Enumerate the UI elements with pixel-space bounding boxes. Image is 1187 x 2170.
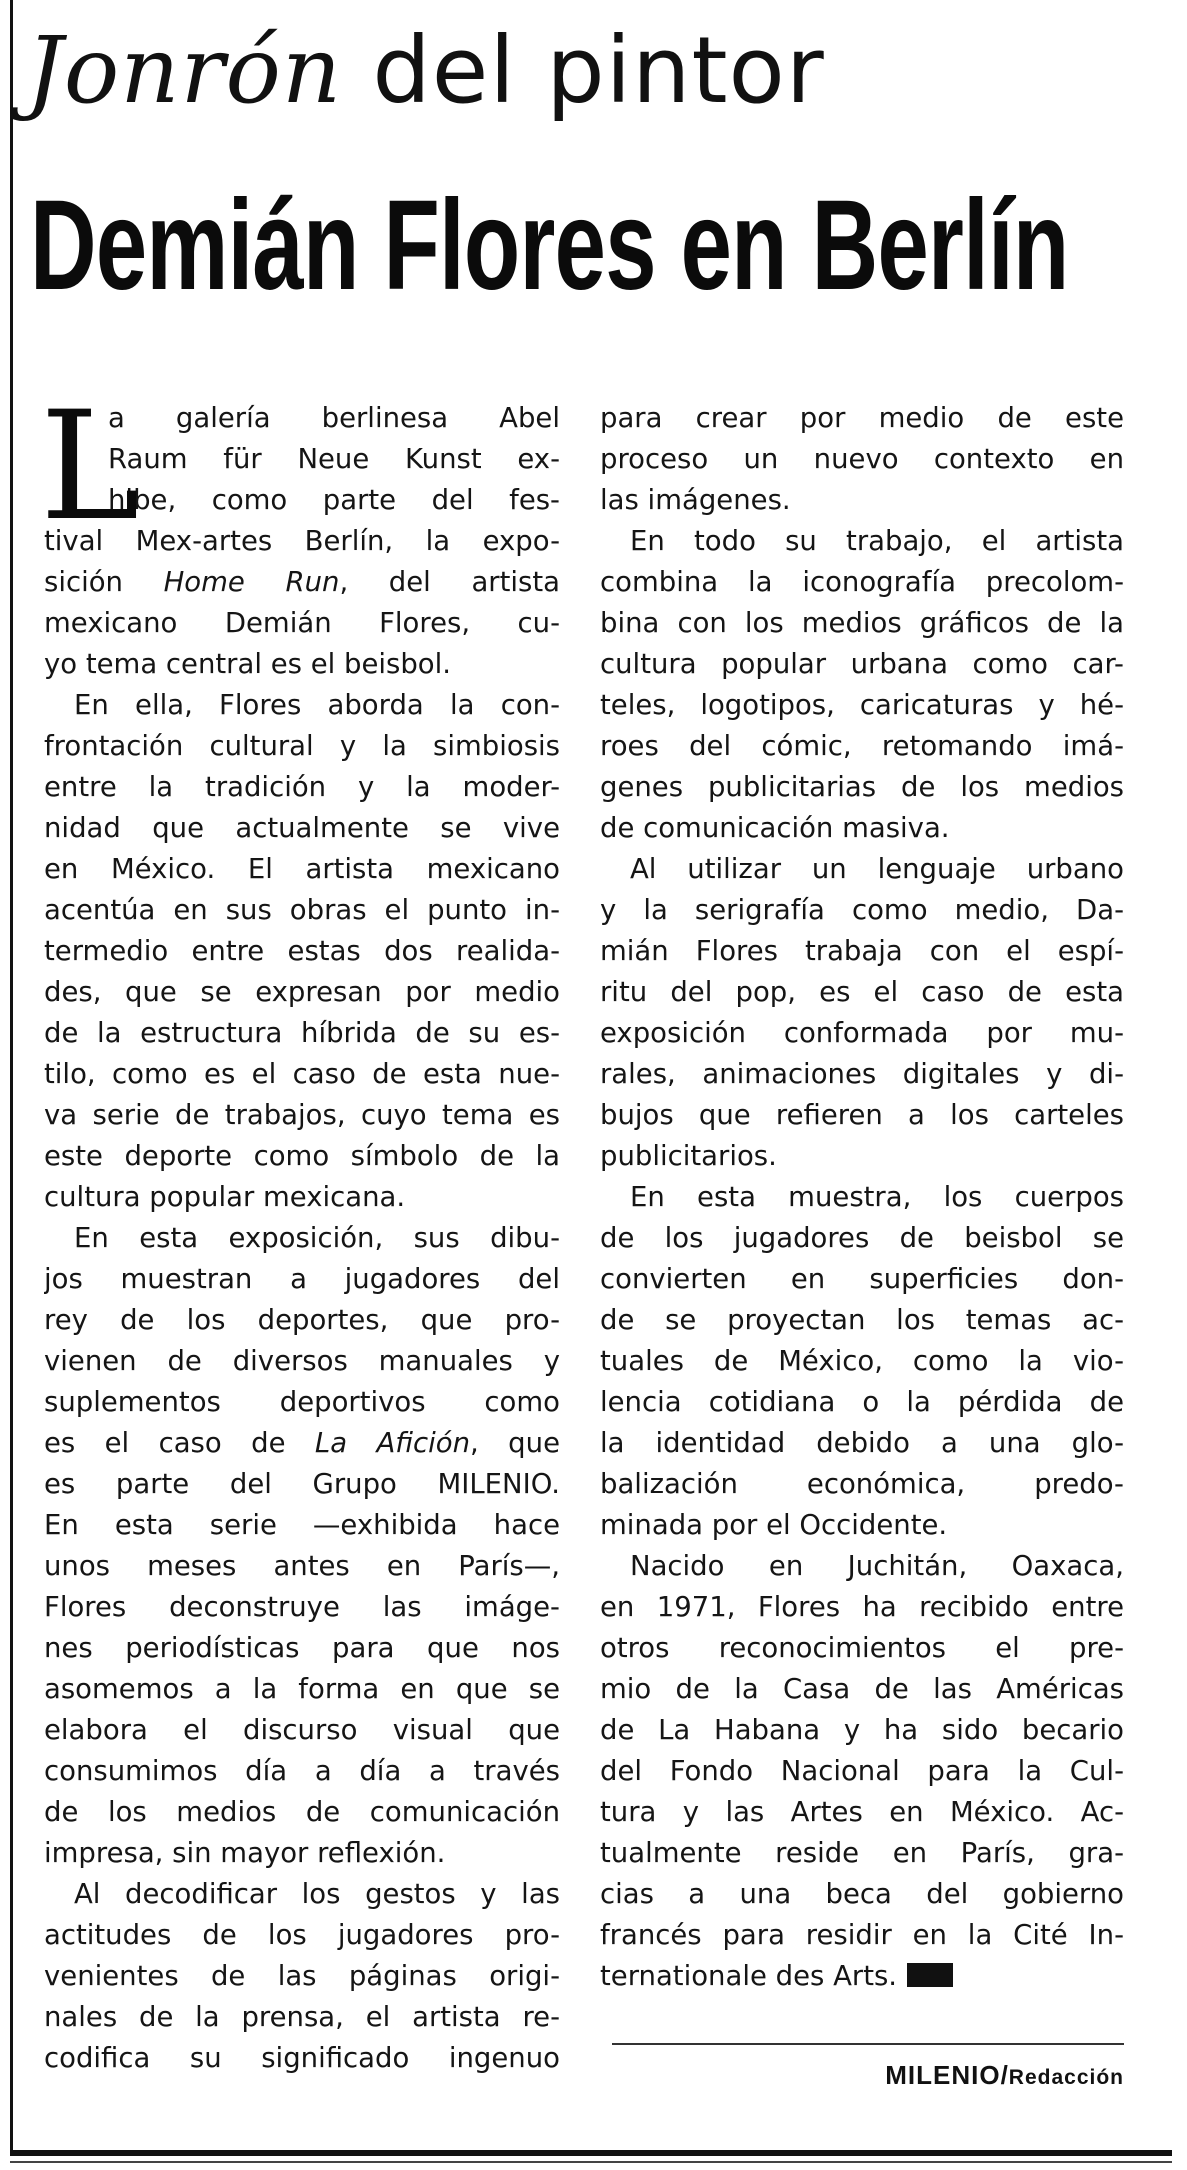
text-line — [600, 1300, 1124, 1341]
text-run: Flores deconstruye las imáge- — [44, 1591, 560, 1623]
kicker-italic: Jonrón — [26, 17, 343, 124]
text-run: En esta exposición, sus dibu- — [74, 1222, 560, 1254]
article-column-left — [40, 380, 560, 2079]
text-run: tura y las Artes en México. Ac- — [600, 1796, 1124, 1828]
text-run: rales, animaciones digitales y di- — [600, 1058, 1124, 1090]
text-run: ternationale des Arts. — [600, 1960, 898, 1992]
text-run: , que — [470, 1427, 560, 1459]
text-line — [600, 1054, 1124, 1095]
main-headline: Demián Flores en Berlín — [30, 174, 1069, 317]
text-run: proceso un nuevo contexto en — [600, 443, 1124, 475]
text-run: a galería berlinesa Abel — [108, 402, 560, 434]
text-run: francés para residir en la Cité In- — [600, 1919, 1124, 1951]
text-run: tival Mex-artes Berlín, la expo- — [44, 525, 560, 557]
text-run: combina la iconografía precolom- — [600, 566, 1124, 598]
text-run: lencia cotidiana o la pérdida de — [600, 1386, 1124, 1418]
text-run: teles, logotipos, caricaturas y hé- — [600, 689, 1124, 721]
text-line — [44, 1669, 560, 1710]
text-line — [44, 1751, 560, 1792]
text-line — [600, 1587, 1124, 1628]
drop-cap: L — [40, 380, 140, 554]
text-line — [44, 1710, 560, 1751]
text-run: en 1971, Flores ha recibido entre — [600, 1591, 1124, 1623]
text-run: codifica su significado ingenuo — [44, 2042, 560, 2074]
text-run: es parte del Grupo MILENIO. — [44, 1468, 560, 1500]
text-line — [600, 1136, 1124, 1177]
text-line — [44, 1505, 560, 1546]
text-line — [600, 1341, 1124, 1382]
text-run: mián Flores trabaja con el espí- — [600, 935, 1124, 967]
text-run: otros reconocimientos el pre- — [600, 1632, 1124, 1664]
text-run: unos meses antes en París—, — [44, 1550, 560, 1582]
text-run: mexicano Demián Flores, cu- — [44, 607, 560, 639]
text-run: las imágenes. — [600, 484, 791, 516]
text-line — [600, 1259, 1124, 1300]
text-line — [44, 1095, 560, 1136]
text-line — [44, 1259, 560, 1300]
text-run: de La Habana y ha sido becario — [600, 1714, 1124, 1746]
text-run: Al decodificar los gestos y las — [74, 1878, 560, 1910]
text-run: frontación cultural y la simbiosis — [44, 730, 560, 762]
text-run: Al utilizar un lenguaje urbano — [630, 853, 1124, 885]
text-line — [600, 1382, 1124, 1423]
text-line — [44, 1628, 560, 1669]
text-run: tilo, como es el caso de esta nue- — [44, 1058, 560, 1090]
text-run: de comunicación masiva. — [600, 812, 950, 844]
text-run: de los jugadores de beisbol se — [600, 1222, 1124, 1254]
text-line — [600, 685, 1124, 726]
text-run: la identidad debido a una glo- — [600, 1427, 1124, 1459]
text-run: de se proyectan los temas ac- — [600, 1304, 1124, 1336]
text-run: , del artista — [339, 566, 560, 598]
text-line — [44, 1013, 560, 1054]
text-line — [44, 1915, 560, 1956]
text-run: de la estructura híbrida de su es- — [44, 1017, 560, 1049]
text-line — [44, 849, 560, 890]
text-line — [44, 644, 560, 685]
text-run: para crear por medio de este — [600, 402, 1124, 434]
text-line — [44, 1464, 560, 1505]
text-line — [600, 1546, 1124, 1587]
text-run: en México. El artista mexicano — [44, 853, 560, 885]
text-line — [44, 1792, 560, 1833]
text-run: En todo su trabajo, el artista — [630, 525, 1124, 557]
text-run: convierten en superficies don- — [600, 1263, 1124, 1295]
text-run: suplementos deportivos como — [44, 1386, 560, 1418]
text-line — [600, 603, 1124, 644]
text-run: cultura popular urbana como car- — [600, 648, 1124, 680]
text-line — [44, 1136, 560, 1177]
text-line — [600, 480, 1124, 521]
text-line — [600, 808, 1124, 849]
text-run: nales de la prensa, el artista re- — [44, 2001, 560, 2033]
text-line — [600, 1874, 1124, 1915]
text-line — [600, 890, 1124, 931]
text-run: bujos que refieren a los carteles — [600, 1099, 1124, 1131]
text-run: tualmente reside en París, gra- — [600, 1837, 1124, 1869]
text-run: acentúa en sus obras el punto in- — [44, 894, 560, 926]
text-line — [44, 726, 560, 767]
text-run: roes del cómic, retomando imá- — [600, 730, 1124, 762]
page-bottom-rule — [10, 2150, 1172, 2156]
text-line — [44, 1177, 560, 1218]
text-line — [600, 1669, 1124, 1710]
text-line — [600, 1218, 1124, 1259]
text-line — [44, 1874, 560, 1915]
text-run: genes publicitarias de los medios — [600, 771, 1124, 803]
text-line — [600, 1915, 1124, 1956]
text-run: sición — [44, 566, 164, 598]
text-line — [44, 2038, 560, 2079]
byline — [600, 2060, 1124, 2091]
text-run: exposición conformada por mu- — [600, 1017, 1124, 1049]
text-line — [600, 1710, 1124, 1751]
text-run: va serie de trabajos, cuyo tema es — [44, 1099, 560, 1131]
text-line — [600, 1013, 1124, 1054]
text-run: ritu del pop, es el caso de esta — [600, 976, 1124, 1008]
text-run: En esta muestra, los cuerpos — [630, 1181, 1124, 1213]
text-run: En esta serie —exhibida hace — [44, 1509, 560, 1541]
text-line — [600, 931, 1124, 972]
text-line — [600, 1628, 1124, 1669]
text-run: Raum für Neue Kunst ex- — [108, 443, 560, 475]
text-line — [44, 1300, 560, 1341]
text-run: jos muestran a jugadores del — [44, 1263, 560, 1295]
end-of-article-mark — [907, 1963, 953, 1987]
text-line — [44, 1587, 560, 1628]
text-run: publicitarios. — [600, 1140, 777, 1172]
text-line — [44, 1341, 560, 1382]
byline-outlet: MILENIO/ — [885, 2060, 1009, 2090]
article-column-right — [600, 398, 1124, 1997]
text-run: consumimos día a día a través — [44, 1755, 560, 1787]
text-line — [44, 562, 560, 603]
text-run: de los medios de comunicación — [44, 1796, 560, 1828]
text-line — [44, 603, 560, 644]
text-run: asomemos a la forma en que se — [44, 1673, 560, 1705]
text-run: des, que se expresan por medio — [44, 976, 560, 1008]
text-line — [600, 1833, 1124, 1874]
italic-title: Home Run — [163, 566, 340, 598]
text-line — [600, 1751, 1124, 1792]
text-run: nes periodísticas para que nos — [44, 1632, 560, 1664]
text-line — [44, 808, 560, 849]
text-line — [600, 1956, 1124, 1997]
text-run: tuales de México, como la vio- — [600, 1345, 1124, 1377]
kicker-headline — [26, 6, 825, 136]
text-run: hibe, como parte del fes- — [108, 484, 560, 516]
text-line — [44, 767, 560, 808]
text-line — [600, 562, 1124, 603]
left-column-text — [44, 398, 560, 2079]
text-run: termedio entre estas dos realida- — [44, 935, 560, 967]
text-run: actitudes de los jugadores pro- — [44, 1919, 560, 1951]
text-run: yo tema central es el beisbol. — [44, 648, 452, 680]
text-line — [600, 1464, 1124, 1505]
text-line — [600, 1095, 1124, 1136]
text-run: impresa, sin mayor reflexión. — [44, 1837, 446, 1869]
text-run: nidad que actualmente se vive — [44, 812, 560, 844]
text-run: mio de la Casa de las Américas — [600, 1673, 1124, 1705]
text-line — [600, 726, 1124, 767]
text-line — [44, 1546, 560, 1587]
text-run: elabora el discurso visual que — [44, 1714, 560, 1746]
text-line — [44, 931, 560, 972]
page-left-border — [10, 0, 13, 2155]
text-line — [44, 1423, 560, 1464]
text-line — [600, 439, 1124, 480]
text-line — [600, 972, 1124, 1013]
text-run: entre la tradición y la moder- — [44, 771, 560, 803]
text-line — [600, 521, 1124, 562]
text-run: En ella, Flores aborda la con- — [74, 689, 560, 721]
text-line — [600, 1505, 1124, 1546]
page-bottom-thin-rule — [10, 2161, 1172, 2163]
text-run: es el caso de — [44, 1427, 315, 1459]
text-run: cias a una beca del gobierno — [600, 1878, 1124, 1910]
text-line — [600, 1792, 1124, 1833]
text-line — [600, 849, 1124, 890]
text-run: cultura popular mexicana. — [44, 1181, 406, 1213]
text-run: minada por el Occidente. — [600, 1509, 948, 1541]
byline-rule — [612, 2043, 1124, 2045]
text-line — [44, 1956, 560, 1997]
byline-desk: Redacción — [1008, 2066, 1124, 2089]
text-line — [44, 685, 560, 726]
right-column-text — [600, 398, 1124, 1997]
text-run: y la serigrafía como medio, Da- — [600, 894, 1124, 926]
text-line — [600, 767, 1124, 808]
text-run: vienen de diversos manuales y — [44, 1345, 560, 1377]
text-run: del Fondo Nacional para la Cul- — [600, 1755, 1124, 1787]
text-line — [44, 1218, 560, 1259]
kicker-rest: del pintor — [342, 17, 825, 124]
text-line — [44, 1054, 560, 1095]
text-line — [600, 398, 1124, 439]
text-run: bina con los medios gráficos de la — [600, 607, 1124, 639]
italic-title: La Afición — [314, 1427, 471, 1459]
text-run: este deporte como símbolo de la — [44, 1140, 560, 1172]
text-line — [44, 890, 560, 931]
text-line — [44, 1833, 560, 1874]
text-run: Nacido en Juchitán, Oaxaca, — [630, 1550, 1124, 1582]
text-line — [44, 1382, 560, 1423]
text-line — [600, 1423, 1124, 1464]
text-line — [44, 1997, 560, 2038]
text-run: rey de los deportes, que pro- — [44, 1304, 560, 1336]
text-run: balización económica, predo- — [600, 1468, 1124, 1500]
text-run: venientes de las páginas origi- — [44, 1960, 560, 1992]
text-line — [44, 972, 560, 1013]
text-line — [600, 1177, 1124, 1218]
text-line — [600, 644, 1124, 685]
